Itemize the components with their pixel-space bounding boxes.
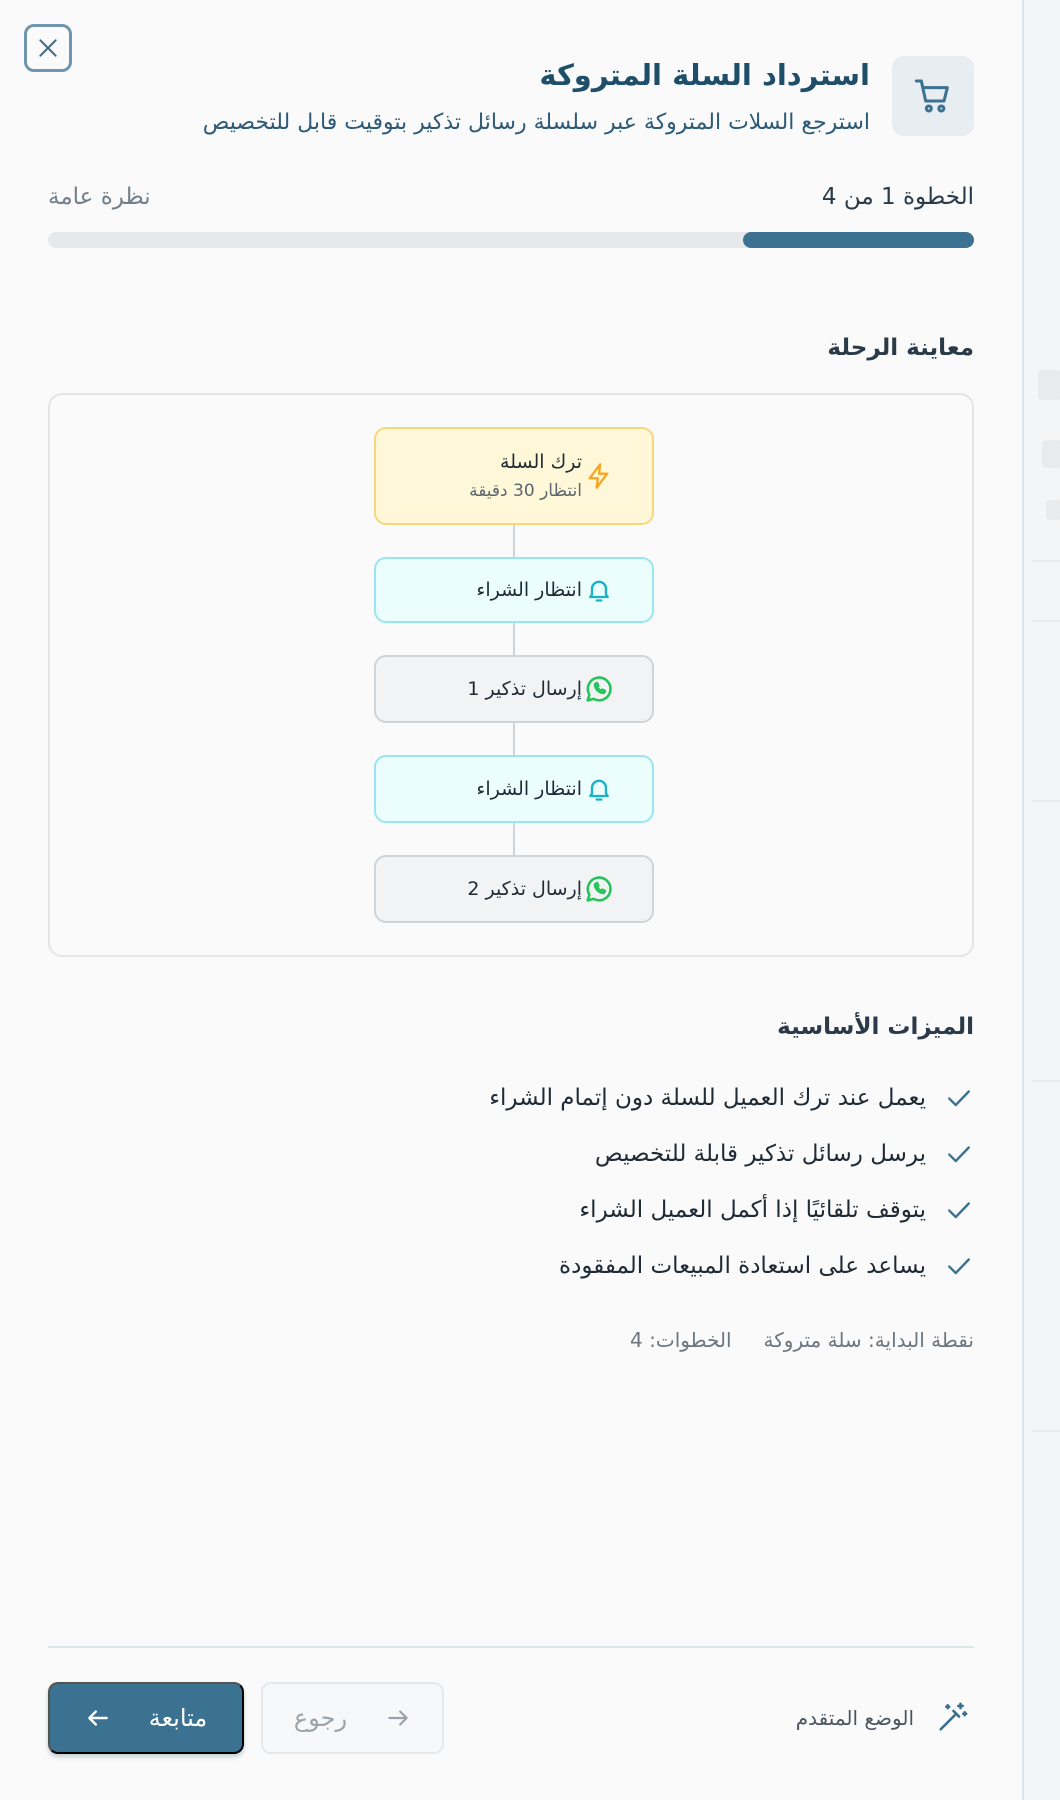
journey-node-sublabel: انتظار 30 دقيقة (469, 481, 582, 501)
back-button[interactable] (261, 1682, 444, 1754)
shopping-cart-icon (913, 76, 953, 116)
steps-count-text: الخطوات: 4 (630, 1328, 732, 1352)
step-counter: الخطوة 1 من 4 (821, 184, 974, 210)
progress-bar (48, 232, 974, 248)
journey-connector (513, 623, 515, 655)
advanced-mode-label: الوضع المتقدم (795, 1706, 914, 1730)
journey-node-trigger (374, 427, 654, 525)
journey-node-label: إرسال تذكير 2 (467, 878, 582, 900)
feature-text: يساعد على استعادة المبيعات المفقودة (559, 1253, 926, 1279)
journey-node-action (374, 855, 654, 923)
feature-item (48, 1070, 974, 1126)
journey-connector (513, 723, 515, 755)
feature-text: يعمل عند ترك العميل للسلة دون إتمام الشراء (489, 1085, 926, 1111)
journey-node-label: انتظار الشراء (476, 778, 582, 800)
journey-preview (48, 393, 974, 957)
magic-wand-icon[interactable] (932, 1698, 972, 1738)
background-element (1032, 560, 1060, 562)
features-title: الميزات الأساسية (777, 1014, 974, 1040)
background-page (1022, 0, 1060, 1800)
journey-node-label: ترك السلة (500, 451, 582, 473)
template-meta (630, 1328, 974, 1352)
close-button[interactable] (24, 24, 72, 72)
continue-button-label: متابعة (148, 1704, 208, 1732)
start-point-text: نقطة البداية: سلة متروكة (763, 1328, 974, 1352)
journey-node-label: إرسال تذكير 1 (467, 678, 582, 700)
feature-text: يرسل رسائل تذكير قابلة للتخصيص (594, 1141, 926, 1167)
arrow-right-icon (385, 1705, 411, 1731)
close-icon (35, 35, 61, 61)
journey-connector (513, 823, 515, 855)
bell-icon (582, 772, 616, 806)
whatsapp-icon (582, 872, 616, 906)
journey-preview-title: معاينة الرحلة (827, 335, 974, 361)
check-icon (944, 1195, 974, 1225)
progress-bar-fill (743, 232, 975, 248)
journey-node-wait (374, 557, 654, 623)
background-element (1032, 1080, 1060, 1082)
check-icon (944, 1139, 974, 1169)
whatsapp-icon (582, 672, 616, 706)
lightning-icon (582, 459, 616, 493)
bell-icon (582, 573, 616, 607)
check-icon (944, 1251, 974, 1281)
feature-text: يتوقف تلقائيًا إذا أكمل العميل الشراء (579, 1197, 926, 1223)
continue-button[interactable] (48, 1682, 244, 1754)
dialog-title: استرداد السلة المتروكة (539, 58, 870, 92)
background-element (1038, 370, 1060, 400)
feature-item (48, 1126, 974, 1182)
footer-divider (48, 1646, 974, 1648)
journey-node-wait (374, 755, 654, 823)
background-element (1032, 1430, 1060, 1432)
dialog-subtitle: استرجع السلات المتروكة عبر سلسلة رسائل تذكير بتوقيت قابل للتخصيص (202, 110, 870, 135)
advanced-mode-toggle[interactable] (796, 1700, 914, 1736)
background-element (1046, 500, 1060, 520)
step-name: نظرة عامة (48, 184, 151, 210)
background-element (1042, 440, 1060, 468)
journey-node-action (374, 655, 654, 723)
back-button-label: رجوع (293, 1704, 348, 1732)
journey-node-label: انتظار الشراء (476, 579, 582, 601)
background-element (1032, 620, 1060, 622)
header-icon-box (892, 56, 974, 136)
check-icon (944, 1083, 974, 1113)
journey-connector (513, 525, 515, 557)
background-element (1032, 800, 1060, 802)
feature-item (48, 1238, 974, 1294)
feature-item (48, 1182, 974, 1238)
arrow-left-icon (85, 1705, 111, 1731)
features-list (48, 1070, 974, 1294)
